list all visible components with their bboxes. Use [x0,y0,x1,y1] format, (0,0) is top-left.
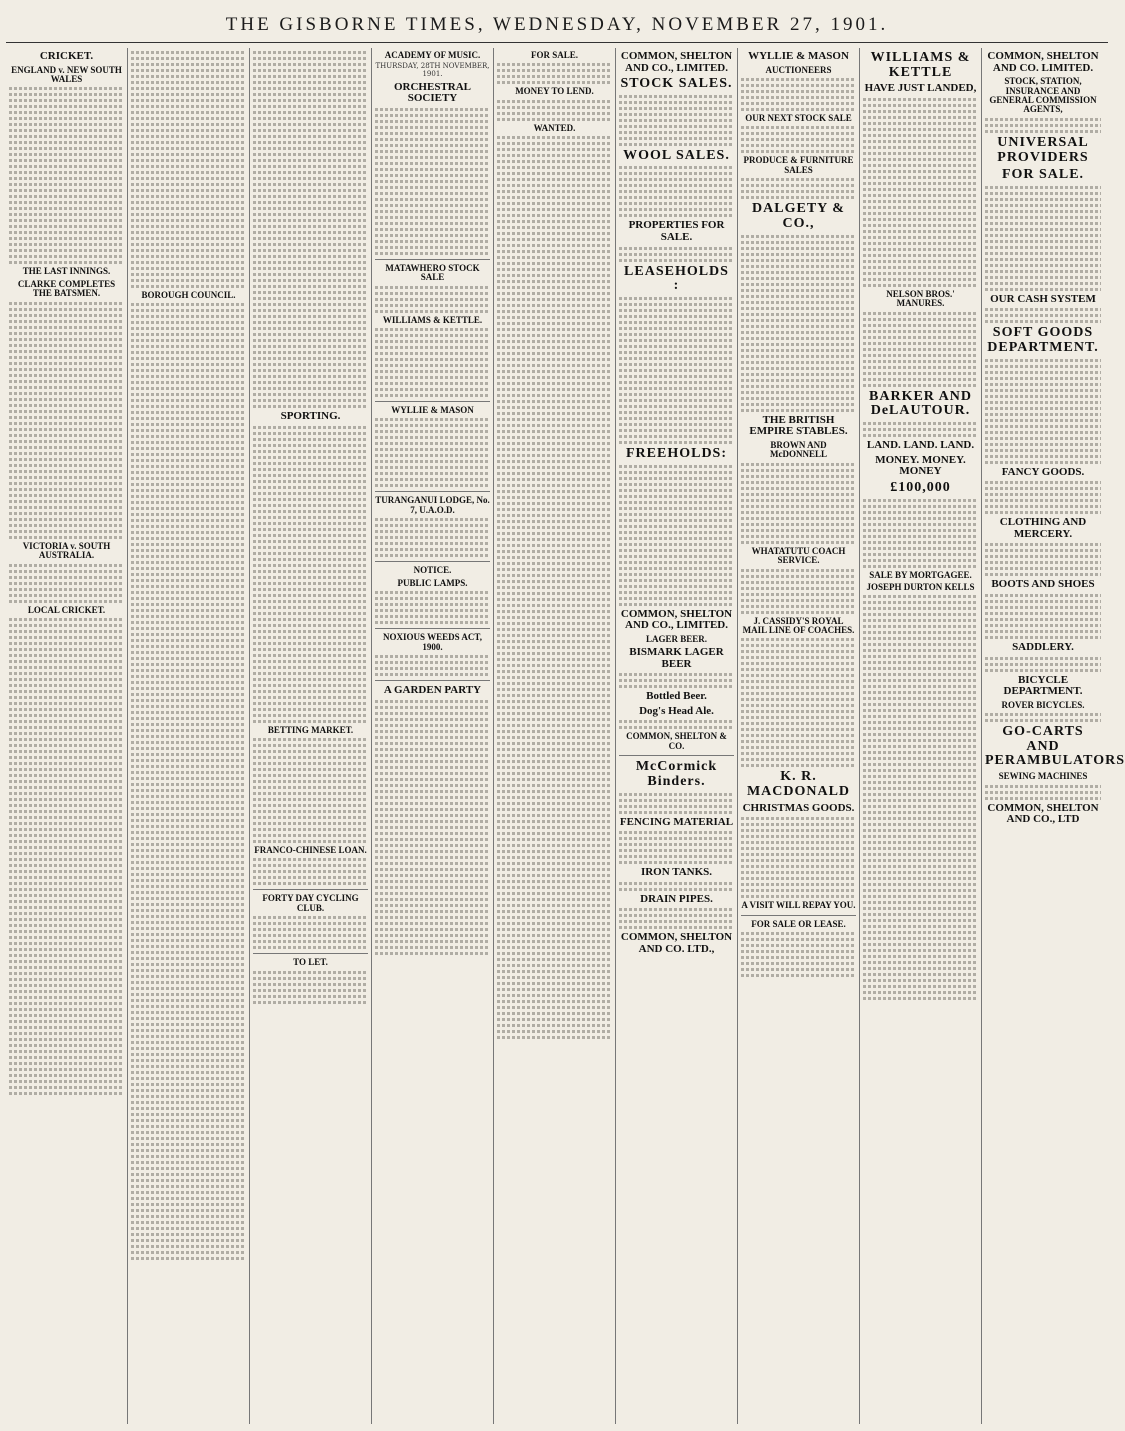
lodge-text [375,518,490,557]
for-sale-heading: FOR SALE. [530,50,578,60]
next-stock-text [741,126,856,153]
barker-text [863,422,978,437]
stock-sales-text [619,95,734,146]
divider [619,755,734,756]
wyllie-text [375,418,490,487]
bismark-text [619,673,734,688]
just-landed-heading: HAVE JUST LANDED, [864,82,977,95]
masthead-title: THE GISBORNE TIMES, WEDNESDAY, NOVEMBER 27, 1901. [225,14,889,35]
stock-sales-heading: STOCK SALES. [620,76,733,92]
barker-delautour-heading: BARKER AND DeLAUTOUR. [869,388,972,419]
academy-heading: ACADEMY OF MUSIC. [384,50,481,60]
garden-party-text [375,700,490,955]
amount-heading: £100,000 [890,479,951,495]
auctioneers-heading: AUCTIONEERS [765,64,832,75]
cricket-report-text [9,87,124,264]
cricket-heading: CRICKET. [39,50,94,62]
common-shelton-heading: COMMON, SHELTON AND CO., LIMITED. [620,50,733,74]
local-cricket-text [9,618,124,1095]
iron-tanks-heading: IRON TANKS. [640,866,713,879]
landed-text [863,98,978,287]
manures-text [863,312,978,387]
divider [375,491,490,492]
sewing-text [985,785,1101,800]
williams-kettle-heading: WILLIAMS & KETTLE. [382,314,483,325]
next-stock-sale-heading: OUR NEXT STOCK SALE [745,112,852,123]
franco-text [253,858,368,885]
common-shelton-heading-4: COMMON, SHELTON AND CO. LTD., [620,931,733,955]
christmas-text [741,817,856,898]
to-let-text [253,971,368,1004]
coach-text [741,569,856,614]
victoria-text [9,564,124,603]
columns [6,48,1125,1424]
divider [375,680,490,681]
mccormick-text [619,793,734,814]
column-4 [372,48,494,1424]
innings-text [9,302,124,539]
wanted-heading: WANTED. [533,122,576,133]
goods-list-text [985,186,1101,291]
lager-beer-heading: LAGER BEER. [645,633,707,644]
ale-text [619,720,734,729]
classified-ads-text [497,136,612,1039]
rover-heading: ROVER BICYCLES. [1001,699,1085,710]
freeholds-text [619,465,734,606]
column-3 [250,48,372,1424]
sale-or-lease-heading: FOR SALE OR LEASE. [751,918,846,929]
orchestral-heading: ORCHESTRAL SOCIETY [393,80,472,105]
common-shelton-heading-5: COMMON, SHELTON AND CO. LIMITED. [987,50,1099,74]
mccormick-heading: McCormick Binders. [635,759,718,789]
money-text [497,100,612,121]
column-9 [982,48,1125,1424]
franco-chinese-heading: FRANCO-CHINESE LOAN. [254,844,367,855]
divider [375,259,490,260]
clothing-heading: CLOTHING AND MERCERY. [999,516,1087,540]
matawhero-text [375,286,490,313]
divider [375,401,490,402]
money-heading: MONEY. MONEY. MONEY [875,453,966,478]
borough-council-text [131,303,246,1260]
properties-text [619,247,734,262]
properties-heading: PROPERTIES FOR SALE. [628,219,725,244]
agents-heading: STOCK, STATION, INSURANCE AND GENERAL COMMISSION AGENTS, [989,76,1097,115]
common-shelton-heading-2: COMMON, SHELTON AND CO., LIMITED. [620,607,733,632]
bismark-heading: BISMARK LAGER BEER [629,646,724,670]
dalgety-text [741,235,856,412]
column-8 [860,48,982,1424]
borough-council-heading: BOROUGH COUNCIL. [141,290,236,300]
cash-text [985,308,1101,323]
lamps-text [375,591,490,624]
divider [741,915,856,916]
williams-text [375,328,490,397]
column-2 [128,48,250,1424]
money-text [863,499,978,568]
land-heading: LAND. LAND. LAND. [866,439,975,452]
go-carts-heading: GO-CARTS AND PERAMBULATORS [985,724,1125,769]
dogs-head-heading: Dog's Head Ale. [639,704,714,717]
last-innings-heading: THE LAST INNINGS. [22,266,111,277]
soft-goods-text [985,359,1101,464]
column-7 [738,48,860,1424]
cricket-continued-text [131,51,246,288]
wyllie-mason-heading: WYLLIE & MASON [748,50,849,62]
leaseholds-heading: LEASEHOLDS : [624,263,729,294]
universal-providers-heading: UNIVERSAL PROVIDERS [997,134,1089,165]
visit-heading: A VISIT WILL REPAY YOU. [741,900,856,911]
betting-text [253,738,368,843]
academy-date: THURSDAY, 28TH NOVEMBER, 1901. [375,62,490,79]
fancy-goods-heading: FANCY GOODS. [1001,465,1085,478]
england-nsw-heading: ENGLAND v. NEW SOUTH WALES [11,64,122,84]
turanganui-heading: TURANGANUI LODGE, No. 7, U.A.O.D. [375,495,490,515]
kells-heading: JOSEPH DURTON KELLS [866,581,975,592]
bicycle-text [985,713,1101,722]
divider [375,561,490,562]
dalgety-heading: DALGETY & CO., [752,201,845,231]
mortgagee-sale-heading: SALE BY MORTGAGEE. [869,569,972,580]
leaseholds-text [619,297,734,444]
whatatutu-coach-heading: WHATATUTU COACH SERVICE. [751,545,846,566]
matawhero-heading: MATAWHERO STOCK SALE [385,262,480,283]
divider [253,953,368,954]
sporting-text [253,426,368,723]
fencing-heading: FENCING MATERIAL [619,815,734,828]
public-lamps-heading: PUBLIC LAMPS. [397,577,468,588]
boots-text [985,594,1101,639]
mortgagee-text [863,595,978,1000]
for-sale-text [497,63,612,84]
programme-text [375,108,490,255]
column-6 [616,48,738,1424]
column-5 [494,48,616,1424]
christmas-goods-heading: CHRISTMAS GOODS. [742,801,855,814]
common-shelton-heading-6: COMMON, SHELTON AND CO., LTD [987,801,1099,826]
cycling-text [253,916,368,949]
clarke-heading: CLARKE COMPLETES THE BATSMEN. [17,278,116,299]
british-empire-stables-heading: THE BRITISH EMPIRE STABLES. [749,413,848,438]
agents-text [985,118,1101,133]
divider [375,628,490,629]
notice-heading: NOTICE. [413,565,452,576]
wyllie-mason-heading: WYLLIE & MASON [391,404,474,415]
cycling-club-heading: FORTY DAY CYCLING CLUB. [262,893,359,913]
macdonald-heading: K. R. MACDONALD [746,769,851,800]
common-shelton-heading-3: COMMON, SHELTON & CO. [626,731,727,751]
sale-lease-text [741,932,856,977]
money-to-lend-heading: MONEY TO LEND. [515,86,594,97]
freeholds-heading: FREEHOLDS: [625,445,727,461]
noxious-text [375,655,490,676]
stables-text [741,463,856,544]
produce-furniture-heading: PRODUCE & FURNITURE SALES [743,155,854,175]
betting-heading: BETTING MARKET. [267,724,354,735]
clothing-text [985,543,1101,576]
nelson-manures-heading: NELSON BROS.' MANURES. [886,288,955,309]
produce-text [741,178,856,199]
council-continued-text [253,51,368,408]
boots-heading: BOOTS AND SHOES [991,578,1095,591]
saddlery-text [985,657,1101,672]
soft-goods-heading: SOFT GOODS DEPARTMENT. [987,325,1099,356]
column-1 [6,48,128,1424]
local-cricket-heading: LOCAL CRICKET. [27,604,106,615]
bottled-beer-heading: Bottled Beer. [646,690,707,703]
wool-sales-text [619,166,734,217]
wool-sales-heading: WOOL SALES. [623,147,730,163]
for-sale-heading-2: FOR SALE. [1001,167,1085,183]
coach-table [741,638,856,767]
fencing-text [619,831,734,864]
garden-party-heading: A GARDEN PARTY [383,684,482,696]
cash-system-heading: OUR CASH SYSTEM [990,292,1096,305]
iron-tanks-text [619,882,734,891]
fancy-text [985,481,1101,514]
divider [253,889,368,890]
auctioneers-text [741,78,856,111]
victoria-sa-heading: VICTORIA v. SOUTH AUSTRALIA. [22,540,111,561]
masthead-rule [6,42,1108,43]
saddlery-heading: SADDLERY. [1012,641,1074,654]
cassidy-coaches-heading: J. CASSIDY'S ROYAL MAIL LINE OF COACHES. [742,615,855,635]
sewing-machines-heading: SEWING MACHINES [998,771,1088,782]
to-let-heading: TO LET. [293,957,328,968]
bicycle-heading: BICYCLE DEPARTMENT. [1003,673,1083,698]
noxious-weeds-heading: NOXIOUS WEEDS ACT, 1900. [383,632,482,652]
drain-pipes-heading: DRAIN PIPES. [640,892,713,905]
drain-pipes-text [619,908,734,929]
brown-mcdonnell-heading: BROWN AND McDONNELL [770,439,827,460]
sporting-heading: SPORTING. [280,410,341,422]
williams-kettle-heading-2: WILLIAMS & KETTLE [870,50,971,80]
